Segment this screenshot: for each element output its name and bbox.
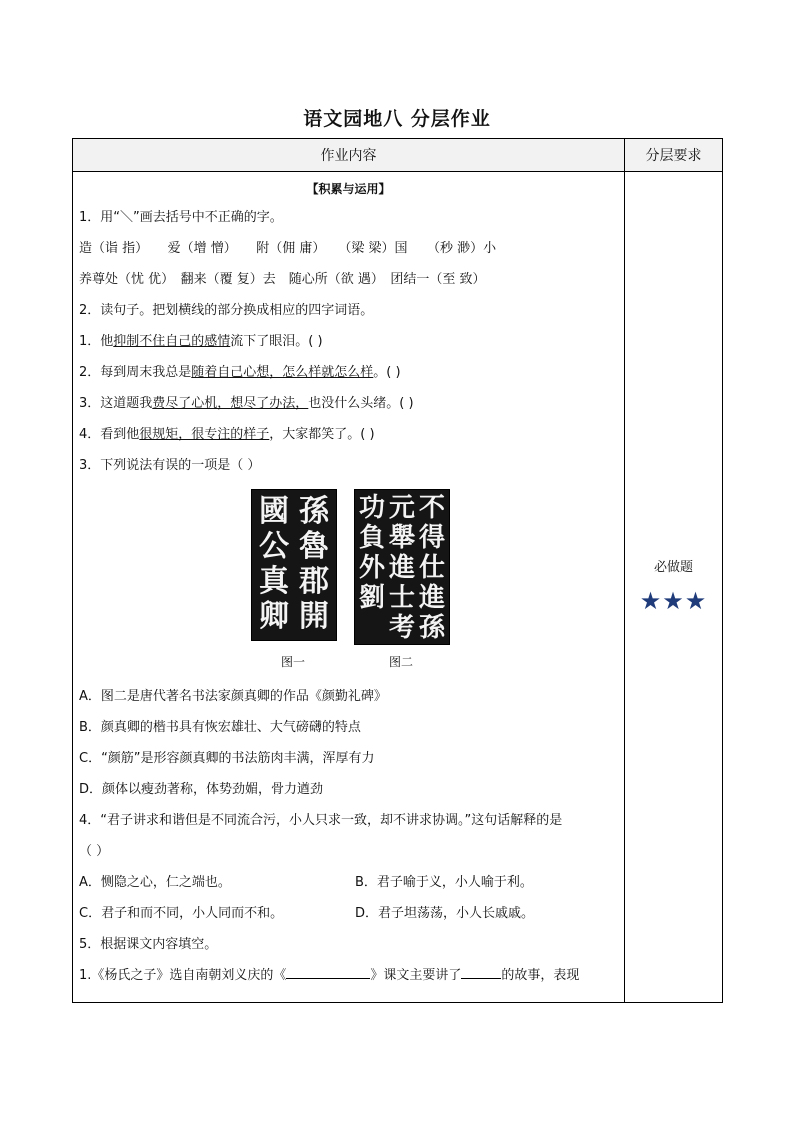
q2-item-4-underlined: 很规矩，很专注的样子 (139, 427, 270, 442)
calligraphy-char: 外 (358, 553, 386, 583)
calligraphy-char: 孫 (418, 613, 446, 643)
calligraphy-char: 孫 (299, 494, 329, 529)
figure-1-caption: 图一 (280, 655, 305, 669)
calligraphy-char: 開 (299, 599, 329, 634)
q4-options-row-1 (79, 867, 618, 898)
calligraphy-figures (79, 481, 618, 681)
figure-2-caption: 图二 (388, 655, 413, 669)
q3-option-a: A．图二是唐代著名书法家颜真卿的作品《颜勤礼碑》 (79, 689, 387, 704)
column-header-content: 作业内容 (73, 139, 625, 172)
q4-option-c: C．君子和而不同，小人同而不和。 (79, 906, 284, 921)
q4-option-b: B．君子喻于义，小人喻于利。 (355, 875, 533, 890)
section-heading: 【积累与运用】 (306, 182, 391, 196)
fill-blank-book-title[interactable] (286, 965, 370, 979)
calligraphy-char: 進 (418, 583, 446, 613)
q3-option-b: B．颜真卿的楷书具有恢宏雄壮、大气磅礴的特点 (79, 720, 361, 735)
q4-stem: 4．“君子讲求和谐但是不同流合污，小人只求一致，却不讲求协调。”这句话解释的是 (79, 813, 563, 828)
q5-item-1: 1.《杨氏之子》选自南朝刘义庆的《 》课文主要讲了 的故事，表现 (79, 960, 618, 991)
q2-item-4: 4．看到他很规矩，很专注的样子，大家都笑了。( ) (79, 427, 375, 442)
q1-stem: 1．用“＼”画去括号中不正确的字。 (79, 210, 283, 225)
calligraphy-char: 魯 (299, 529, 329, 564)
figure-1-calligraphy (251, 489, 337, 641)
calligraphy-char: 負 (358, 523, 386, 553)
level-cell (625, 172, 723, 1003)
q2-item-3-underlined: 费尽了心机，想尽了办法， (152, 396, 309, 411)
calligraphy-char: 舉 (388, 523, 416, 553)
q1-row-2: 养尊处（忧 优） 翻来（覆 复）去 随心所（欲 遇） 团结一（至 致） (79, 272, 486, 287)
q4-options-row-2 (79, 898, 618, 929)
calligraphy-char: 元 (388, 493, 416, 523)
q2-item-1: 1．他抑制不住自己的感情流下了眼泪。( ) (79, 334, 323, 349)
star-rating-icon: ★★★ (639, 587, 708, 615)
calligraphy-char: 劉 (358, 583, 386, 613)
calligraphy-char: 公 (259, 529, 289, 564)
q3-option-d: D．颜体以瘦劲著称，体势劲媚，骨力遒劲 (79, 782, 324, 797)
q2-item-1-underlined: 抑制不住自己的感情 (113, 334, 231, 349)
content-cell (73, 172, 625, 1003)
q2-item-3: 3．这道题我费尽了心机，想尽了办法，也没什么头绪。( ) (79, 396, 414, 411)
q2-item-2-underlined: 随着自己心想，怎么样就怎么样 (191, 365, 374, 380)
fill-blank-story[interactable] (461, 965, 501, 979)
q4-option-a: A．恻隐之心，仁之端也。 (79, 875, 231, 890)
q3-option-c: C．“颜筋”是形容颜真卿的书法筋肉丰满，浑厚有力 (79, 751, 375, 766)
q5-stem: 5．根据课文内容填空。 (79, 937, 218, 952)
q3-stem: 3．下列说法有误的一项是（ ） (79, 458, 261, 473)
q4-answer-paren: （ ） (79, 844, 110, 859)
q2-stem: 2．读句子。把划横线的部分换成相应的四字词语。 (79, 303, 374, 318)
homework-table (72, 138, 723, 1003)
calligraphy-char: 不 (418, 493, 446, 523)
calligraphy-char: 進 (388, 553, 416, 583)
calligraphy-char: 真 (259, 564, 289, 599)
calligraphy-char: 得 (418, 523, 446, 553)
required-label: 必做题 (653, 560, 693, 575)
calligraphy-char: 考 (388, 613, 416, 643)
q1-row-1: 造（诣 指） 爱（增 憎） 附（佣 庸） （梁 梁）国 （秒 渺）小 (79, 241, 497, 256)
q4-option-d: D．君子坦荡荡，小人长戚戚。 (355, 906, 535, 921)
q2-item-2: 2．每到周末我总是随着自己心想，怎么样就怎么样。( ) (79, 365, 401, 380)
calligraphy-char: 功 (358, 493, 386, 523)
column-header-level: 分层要求 (625, 139, 723, 172)
page-title: 语文园地八 分层作业 (303, 108, 491, 130)
figure-2-calligraphy (354, 489, 450, 645)
calligraphy-char: 仕 (418, 553, 446, 583)
calligraphy-char: 士 (388, 583, 416, 613)
calligraphy-char: 卿 (259, 599, 289, 634)
calligraphy-char: 國 (259, 494, 289, 529)
calligraphy-char: 郡 (299, 564, 329, 599)
